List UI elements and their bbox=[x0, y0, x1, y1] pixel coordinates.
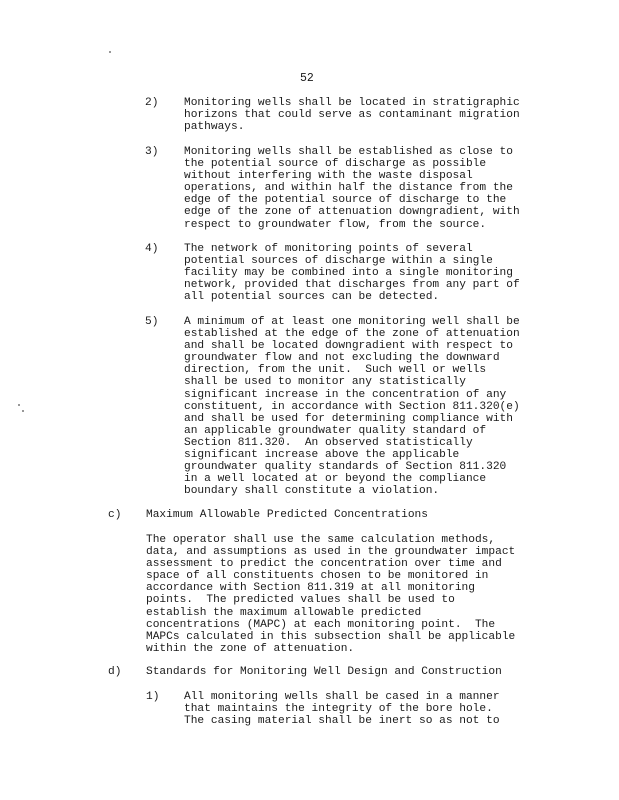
section-marker: c) bbox=[108, 509, 122, 521]
text-line: A minimum of at least one monitoring well shall be bbox=[184, 316, 520, 328]
item-marker: 3) bbox=[145, 146, 159, 158]
text-line: horizons that could serve as contaminant migration bbox=[184, 109, 520, 122]
text-line: that maintains the integrity of the bore hole. bbox=[184, 703, 493, 716]
text-line: direction, from the unit. Such well or wells bbox=[184, 364, 487, 377]
text-line: edge of the potential source of discharge to the bbox=[184, 194, 507, 207]
item-marker: 2) bbox=[145, 97, 159, 109]
text-line: network, provided that discharges from any part of bbox=[184, 279, 520, 292]
text-line: significant increase above the applicable bbox=[184, 449, 460, 462]
text-line: boundary shall constitute a violation. bbox=[184, 485, 440, 498]
text-line: data, and assumptions as used in the groundwater impact bbox=[146, 546, 516, 559]
section-paragraph bbox=[146, 534, 515, 655]
text-line: within the zone of attenuation. bbox=[146, 642, 355, 655]
text-line: The operator shall use the same calculation methods, bbox=[146, 534, 496, 546]
item-marker: 5) bbox=[145, 316, 159, 328]
text-line: potential sources of discharge within a single bbox=[184, 255, 493, 268]
text-line: Monitoring wells shall be established as close to bbox=[184, 146, 513, 158]
text-line: established at the edge of the zone of attenuation bbox=[184, 328, 520, 341]
text-line: shall be used to monitor any statistically bbox=[184, 376, 466, 389]
text-line: edge of the zone of attenuation downgradient, with bbox=[184, 206, 520, 219]
section-heading: Standards for Monitoring Well Design and Construction bbox=[146, 666, 502, 678]
text-line: pathways. bbox=[184, 121, 245, 134]
text-line: constituent, in accordance with Section 811.320(e) bbox=[184, 400, 520, 413]
text-line: groundwater flow and not excluding the downward bbox=[184, 352, 500, 365]
text-line: Monitoring wells shall be located in stratigraphic bbox=[184, 97, 520, 109]
text-line: MAPCs calculated in this subsection shall be applicable bbox=[146, 630, 516, 643]
page-number: 52 bbox=[300, 72, 314, 85]
text-line: All monitoring wells shall be cased in a manner bbox=[184, 691, 500, 703]
text-line: assessment to predict the concentration over time and bbox=[146, 558, 502, 571]
text-line: significant increase in the concentration of any bbox=[184, 388, 507, 401]
text-line: Section 811.320. An observed statistically bbox=[184, 436, 473, 449]
text-line: all potential sources can be detected. bbox=[184, 291, 440, 304]
text-line: facility may be combined into a single monitoring bbox=[184, 267, 513, 280]
text-line: The casing material shall be inert so as not to bbox=[184, 715, 500, 728]
text-line: space of all constituents chosen to be monitored in bbox=[146, 570, 489, 583]
text-line: the potential source of discharge as possible bbox=[184, 158, 487, 171]
section-marker: d) bbox=[108, 666, 122, 678]
scan-speck bbox=[109, 51, 111, 53]
text-line: operations, and within half the distance from the bbox=[184, 182, 513, 195]
list-item bbox=[184, 691, 500, 727]
text-line: and shall be located downgradient with respect to bbox=[184, 340, 513, 353]
text-line: respect to groundwater flow, from the source. bbox=[184, 218, 487, 231]
scan-speck bbox=[22, 410, 24, 412]
text-line: accordance with Section 811.319 at all monitoring bbox=[146, 582, 475, 595]
text-line: in a well located at or beyond the compliance bbox=[184, 473, 487, 486]
list-item bbox=[184, 97, 520, 133]
scan-speck bbox=[18, 404, 20, 406]
text-line: groundwater quality standards of Section 811.320 bbox=[184, 461, 507, 474]
section-heading: Maximum Allowable Predicted Concentrations bbox=[146, 509, 428, 521]
text-line: concentrations (MAPC) at each monitoring point. The bbox=[146, 618, 496, 631]
item-marker: 1) bbox=[146, 691, 160, 703]
text-line: points. The predicted values shall be used to bbox=[146, 594, 455, 607]
text-line: establish the maximum allowable predicted bbox=[146, 606, 422, 619]
list-item bbox=[184, 316, 520, 497]
text-line: an applicable groundwater quality standard of bbox=[184, 424, 487, 437]
text-line: and shall be used for determining compliance with bbox=[184, 412, 513, 425]
list-item bbox=[184, 243, 520, 303]
item-marker: 4) bbox=[145, 243, 159, 255]
text-line: The network of monitoring points of several bbox=[184, 243, 473, 255]
text-line: without interfering with the waste disposal bbox=[184, 170, 473, 183]
list-item bbox=[184, 146, 520, 231]
